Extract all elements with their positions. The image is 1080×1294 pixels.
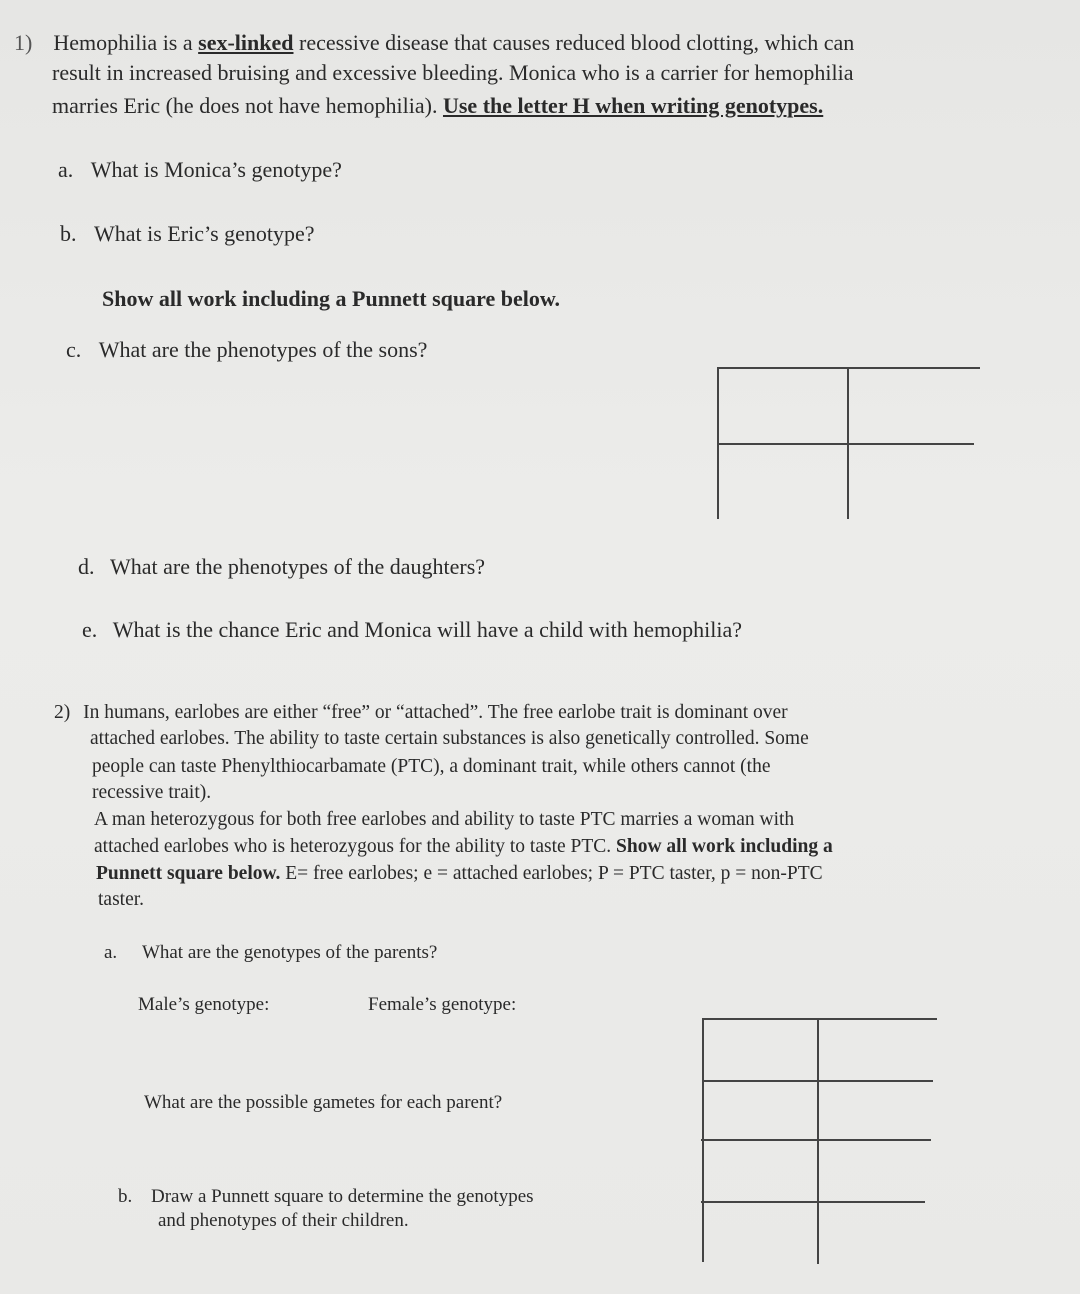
q1-line-3-pre: marries Eric (he does not have hemophilia).: [52, 93, 443, 118]
q1-e-label: e.: [82, 617, 98, 642]
q1-instruction: Show all work including a Punnett square below.: [102, 286, 561, 311]
q1-a-text: What is Monica’s genotype?: [90, 157, 342, 182]
q1-b-label: b.: [60, 221, 77, 246]
q1-sex-linked: sex-linked: [198, 30, 294, 55]
punnett-1-top-line: [718, 367, 980, 369]
q1-line-3: [52, 91, 823, 121]
q2-line-7-post: E= free earlobes; e = attached earlobes; P = PTC taster, p = non-PTC: [280, 863, 823, 884]
q2-a: [104, 940, 437, 967]
punnett-1-left-line: [717, 367, 719, 519]
q1-line-1-pre: Hemophilia is a: [53, 30, 199, 55]
punnett-2-center-line: [817, 1018, 819, 1264]
q2-line-8: taster.: [98, 889, 145, 910]
q2-line-2: attached earlobes. The ability to taste certain substances is also genetically controlled. Some: [90, 728, 809, 749]
punnett-2-left-line: [702, 1018, 704, 1262]
q2-b-text-2: and phenotypes of their children.: [158, 1210, 409, 1231]
q1-use-letter-h: Use the letter H when writing genotypes.: [442, 93, 824, 118]
q2-number: 2): [54, 702, 71, 723]
q1-d-text: What are the phenotypes of the daughters?: [110, 554, 486, 579]
q2-female-genotype: Female’s genotype:: [368, 994, 517, 1015]
q1-c-text: What are the phenotypes of the sons?: [98, 337, 428, 362]
punnett-1-center-line: [847, 367, 849, 519]
q1-e-text: What is the chance Eric and Monica will have a child with hemophilia?: [112, 617, 742, 642]
q1-c-label: c.: [66, 337, 82, 362]
q2-line-4: recessive trait).: [92, 782, 212, 803]
q1-number: 1): [14, 30, 33, 55]
q1-line-1-post: recessive disease that causes reduced blood clotting, which can: [293, 30, 855, 55]
q1-e: [82, 616, 742, 645]
q2-b-text-1: Draw a Punnett square to determine the genotypes: [151, 1186, 534, 1207]
q1-a-label: a.: [58, 157, 74, 182]
q1-b: [60, 220, 315, 249]
q2-line-1: [54, 700, 788, 727]
q2-line-7: [96, 861, 823, 888]
q2-line-5: A man heterozygous for both free earlobes and ability to taste PTC marries a woman with: [94, 809, 795, 830]
punnett-2-line-1: [703, 1018, 937, 1020]
q1-line-1: [14, 28, 854, 58]
q1-c: [66, 336, 427, 365]
punnett-2-line-3: [701, 1139, 931, 1141]
q2-show-work: Show all work including a: [616, 836, 833, 857]
q1-b-text: What is Eric’s genotype?: [94, 221, 315, 246]
q2-b: [118, 1184, 534, 1211]
q2-a-text: What are the genotypes of the parents?: [141, 942, 438, 963]
q1-d: [78, 553, 485, 582]
q2-punnett-below: Punnett square below.: [96, 863, 281, 884]
q1-d-label: d.: [78, 554, 95, 579]
q2-a-label: a.: [104, 942, 118, 963]
q1-line-2: result in increased bruising and excessive bleeding. Monica who is a carrier for hemophilia: [52, 60, 854, 85]
punnett-1-mid-line: [718, 443, 974, 445]
q2-b-label: b.: [118, 1186, 133, 1207]
q2-male-genotype: Male’s genotype:: [138, 994, 270, 1015]
q2-gametes: What are the possible gametes for each parent?: [144, 1092, 503, 1113]
punnett-2-line-4: [701, 1201, 925, 1203]
q2-line-6: [94, 834, 833, 861]
q2-line-3: people can taste Phenylthiocarbamate (PTC), a dominant trait, while others cannot (the: [92, 756, 771, 777]
q1-a: [58, 156, 342, 185]
q2-line-1-text: In humans, earlobes are either “free” or “attached”. The free earlobe trait is dominant over: [83, 702, 788, 723]
q2-line-6-pre: attached earlobes who is heterozygous for the ability to taste PTC.: [94, 836, 617, 857]
